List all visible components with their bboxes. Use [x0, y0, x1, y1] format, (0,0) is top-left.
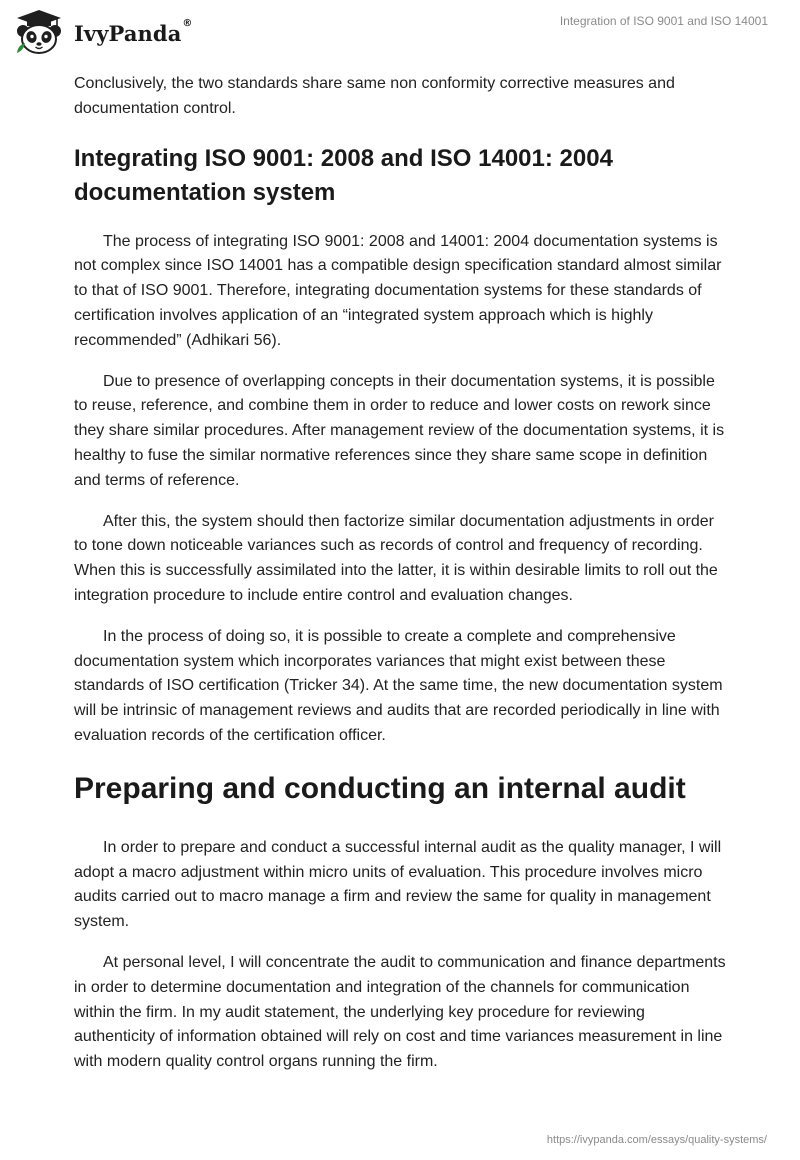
lead-paragraph: Conclusively, the two standards share same non conformity corrective measures and documentation control.: [74, 75, 675, 117]
section-heading-internal-audit: Preparing and conducting an internal audit: [74, 771, 686, 805]
ivypanda-logo[interactable]: [14, 9, 193, 55]
paragraph: In order to prepare and conduct a successful internal audit as the quality manager, I will adopt a macro adjustment within micro units of evaluation. This procedure involves micro audits carried out to macro manage a firm and review the same for quality in management system.: [74, 838, 722, 931]
source-url-link[interactable]: https://ivypanda.com/essays/quality-systems/: [546, 1134, 767, 1146]
paragraph: After this, the system should then factorize similar documentation adjustments in order to tone down noticeable variances such as records of control and frequency of recording. When this is successfully assimilated into the latter, it is within desirable limits to roll out the integration procedure to include entire control and evaluation changes.: [74, 512, 718, 604]
section-heading-integration: Integrating ISO 9001: 2008 and ISO 14001: 2004 documentation system: [74, 144, 613, 206]
essay-content: [74, 72, 726, 1075]
document-title: Integration of ISO 9001 and ISO 14001: [559, 14, 768, 28]
page-header: [0, 0, 800, 64]
paragraph: At personal level, I will concentrate the audit to communication and finance departments in order to determine documentation and integration of the channels for communication within the firm. In my audit statement, the underlying key procedure for reviewing authenticity of information obtained will rely on cost and time variances measurement in line with modern quality control organs running the firm.: [74, 953, 726, 1071]
panda-graduate-icon: [14, 9, 64, 55]
paragraph: Due to presence of overlapping concepts in their documentation systems, it is possible to reuse, reference, and combine them in order to reduce and lower costs on rework since they share similar procedures. After management review of the documentation systems, it is healthy to fuse the similar normative references since they share same scope in definition and terms of reference.: [74, 372, 725, 489]
registered-mark: ®: [182, 17, 193, 29]
paragraph: In the process of doing so, it is possible to create a complete and comprehensive documentation system which incorporates variances that might exist between these standards of ISO certification (Tricker 34). At the same time, the new documentation system will be intrinsic of management reviews and audits that are recorded periodically in line with evaluation records of the certification officer.: [74, 627, 723, 744]
paragraph: The process of integrating ISO 9001: 2008 and 14001: 2004 documentation systems is not complex since ISO 14001 has a compatible design specification standard almost similar to that of ISO 9001. Therefore, integrating documentation systems for these standards of certification involves application of an “integrated system approach which is highly recommended” (Adhikari 56).: [74, 232, 722, 349]
brand-name: IvyPanda®: [74, 17, 193, 46]
